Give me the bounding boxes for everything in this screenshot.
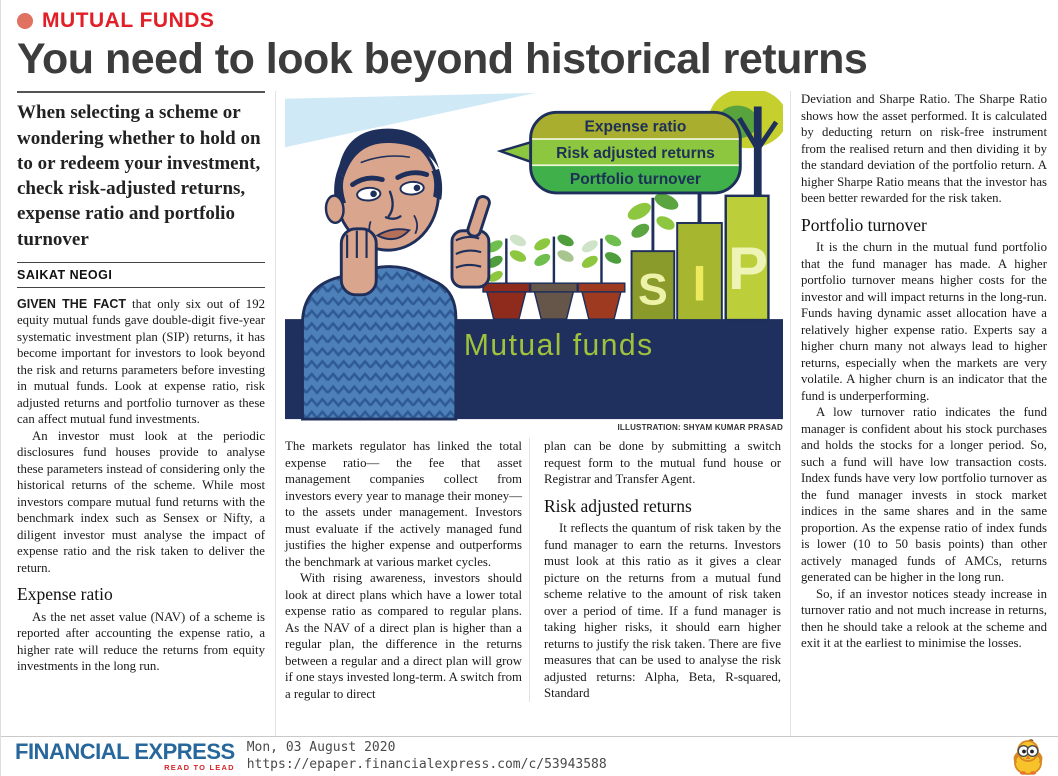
middle-columns — [285, 438, 781, 702]
subhead-portfolio-turnover: Portfolio turnover — [801, 214, 927, 235]
potted-plants — [483, 233, 625, 320]
subhead-expense-ratio: Expense ratio — [17, 584, 113, 605]
sip-letter-p: P — [727, 235, 769, 303]
illustration-caption: Mutual funds — [463, 329, 654, 363]
shirt — [302, 267, 455, 420]
section-label: MUTUAL FUNDS — [42, 9, 215, 32]
sip-letter-s: S — [638, 265, 668, 315]
byline: SAIKAT NEOGI — [17, 267, 113, 282]
paragraph: It is the churn in the mutual fund portfolio that the fund manager has made. A higher portfolio turnover means higher costs for the investor and will impact returns in the long-run. Funds having dynamic asset allocation have a relatively higher expense ratio. Experts say a higher churn many not always lead to higher returns, especially when the markets are very volatile. A higher churn is an indicator that the fund is underperforming. — [801, 240, 1047, 403]
column-left-text — [17, 296, 265, 675]
column-left — [17, 91, 265, 736]
illustration-block — [285, 91, 783, 432]
bubble-label-expense-ratio: Expense ratio — [584, 119, 687, 137]
byline-box — [17, 262, 265, 288]
paragraph: It reflects the quantum of risk taken by the fund manager to earn the returns. Investors must look at this ratio as it gives a clear picture on the returns from a mutual fund scheme relative to the amount of risk taken over a period of time. If a fund manager is taking higher risks, it should earn higher returns to justify the risk taken. There are five measures that can be used to analyse the risk adjusted returns: Alpha, Beta, R-squared, Standard — [544, 521, 781, 701]
article-headline: You need to look beyond historical returns — [17, 35, 868, 83]
paragraph-text: that only six out of 192 equity mutual funds gave double-digit five-year systematic investment plan (SIP) returns, it has become important for investors to look beyond the risk and returns parameters before investing in mutual funds. Look at expense ratio, risk adjusted returns and portfolio turnover as these can affect mutual fund investments. — [17, 296, 265, 427]
bubble-label-risk-adjusted-returns: Risk adjusted returns — [556, 145, 715, 163]
financial-express-logo — [15, 741, 235, 772]
column-2 — [285, 438, 530, 702]
article-illustration — [285, 91, 783, 421]
paragraph: plan can be done by submitting a switch request form to the mutual fund house or Registrar and Transfer Agent. — [544, 439, 781, 487]
speech-bubble — [501, 113, 741, 194]
column-right — [801, 91, 1047, 736]
paragraph — [17, 296, 265, 428]
bubble-label-portfolio-turnover: Portfolio turnover — [569, 171, 701, 189]
owl-mascot-icon[interactable] — [1009, 739, 1049, 775]
paragraph: The markets regulator has linked the total expense ratio— the fee that asset management companies collect from investors every year to manage their money—to the assets under management. Investors must evaluate if the actively managed fund justifies the higher expense and outperforms the benchmark at various market cycles. — [285, 439, 522, 569]
paragraph: A low turnover ratio indicates the fund manager is confident about his stock purchases and holds the stocks for a longer period. So, such a fund will have low transaction costs. Index funds have very low portfolio turnover as the fund manager invests in stock market indices in the same shares and in the same proportion. As the expense ratio of index funds is lower (10 to 50 basis points) than other actively managed funds of AMCs, returns generated can be higher in the long run. — [801, 405, 1047, 585]
footer-url[interactable]: https://epaper.financialexpress.com/c/53943588 — [246, 756, 607, 772]
paragraph: Deviation and Sharpe Ratio. The Sharpe Ratio shows how the asset performed. It is calculated by deducting return on risk-free instrument from the realised return and then dividing it by the standard deviation of the portfolio return. A higher Sharpe Ratio means that the investor has been better rewarded for the risk taken. — [801, 92, 1047, 206]
paragraph: So, if an investor notices steady increase in turnover ratio and not much increase in returns, then he should take a relook at the scheme and exit it at the earliest to minimise the losses. — [801, 586, 1047, 651]
plant-pot-icon — [531, 233, 578, 320]
lead-in: GIVEN THE FACT — [17, 296, 127, 311]
section-kicker — [17, 9, 1045, 33]
paragraph: With rising awareness, investors should look at direct plans which have a lower total expense ratio as compared to regular plans. As the NAV of a direct plan is higher than a regular plan, the difference in the returns between a regular and a direct plan will grow if one stays invested long-term. A switch from a regular to direct — [285, 571, 522, 701]
logo-wordmark: FINANCIAL EXPRESS — [15, 739, 235, 765]
paragraph: An investor must look at the periodic disclosures fund houses provide to analyse these parameters instead of considering only the historical returns of the scheme. While most investors compare mutual fund returns with the benchmark index such as Sensex or Nifty, a diligent investor must analyse the impact of expense ratio and the risk taken to deliver the return. — [17, 428, 265, 575]
paragraph: As the net asset value (NAV) of a scheme is reported after accounting the expense ratio, a higher rate will reduce the returns from equity investments in the long run. — [17, 609, 265, 674]
epaper-page — [1, 0, 1058, 776]
logo-tagline: READ TO LEAD — [164, 763, 235, 773]
epaper-footer — [1, 736, 1058, 776]
plant-icon — [625, 191, 681, 252]
section-bullet-icon — [17, 13, 33, 29]
hand-gesture — [452, 195, 491, 287]
subhead-risk-adjusted-returns: Risk adjusted returns — [544, 495, 692, 516]
sip-letter-i: I — [692, 254, 707, 312]
plant-pot-icon — [578, 233, 625, 320]
footer-date: Mon, 03 August 2020 — [246, 740, 396, 756]
hand-on-cheek — [341, 229, 376, 295]
article-header — [1, 0, 1058, 83]
article-deck: When selecting a scheme or wondering whether to hold on to or redeem your investment, check risk-adjusted returns, expense ratio and portfolio turnover — [17, 91, 265, 252]
footer-meta — [247, 740, 607, 773]
ear — [325, 195, 344, 223]
article-body — [1, 83, 1058, 736]
illustration-credit: ILLUSTRATION: SHYAM KUMAR PRASAD — [617, 423, 783, 433]
column-3 — [544, 438, 781, 702]
column-middle — [275, 91, 791, 736]
